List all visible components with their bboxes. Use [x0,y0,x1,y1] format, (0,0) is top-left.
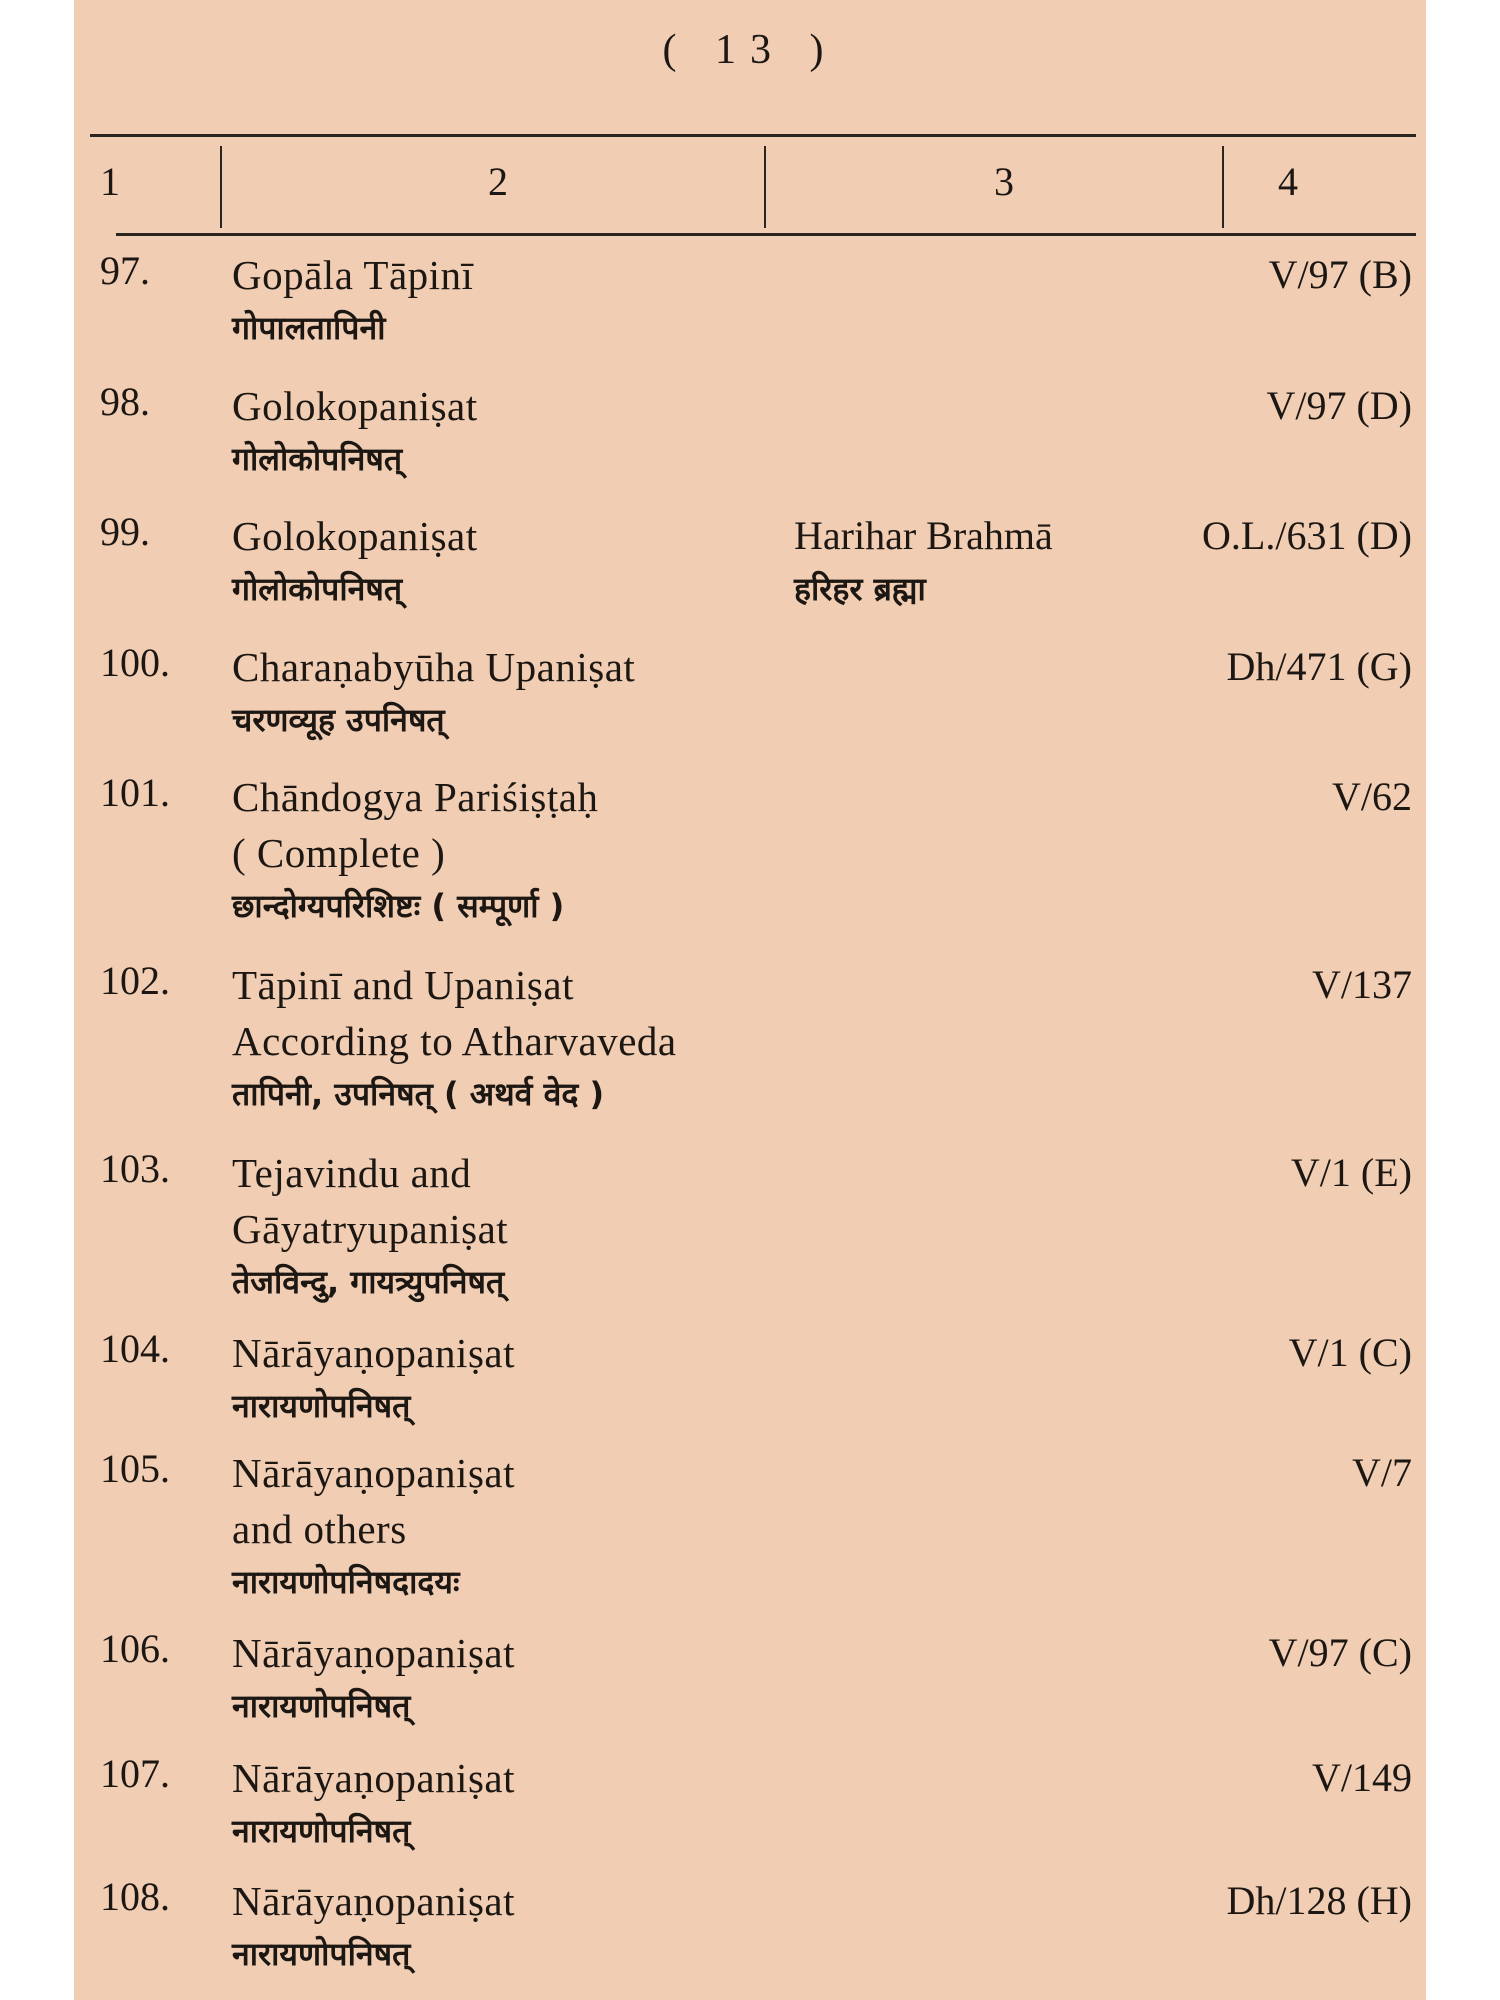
entry-title-block [232,1873,515,1979]
entry-number: 104. [100,1326,170,1371]
entry-author-devanagari: हरिहर ब्रह्मा [794,570,926,608]
entry-title-line: Nārāyaṇopaniṣat [232,1878,515,1924]
entry-reference: V/62 [1332,774,1412,819]
entry-title-block [232,769,598,931]
entry-reference: O.L./631 (D) [1202,513,1412,558]
table-header-rule [116,233,1416,236]
entry-title-block [232,1325,515,1431]
entry-title-line: Charaṇabyūha Upaniṣat [232,644,636,690]
entry-title-block [232,1145,508,1307]
entry-number: 98. [100,379,150,424]
entry-reference: V/1 (E) [1290,1150,1412,1195]
entry-number: 103. [100,1146,170,1191]
entry-title-line: Nārāyaṇopaniṣat [232,1630,515,1676]
column-header-reference: 4 [1278,159,1298,204]
entry-author: Harihar Brahmā [794,513,1053,558]
entry-title-line: Golokopaniṣat [232,513,478,559]
entry-reference: V/97 (B) [1268,252,1412,297]
entry-title-devanagari: गोपालतापिनी [232,309,386,347]
entry-title-line: According to Atharvaveda [232,1018,677,1064]
entry-title-line: Golokopaniṣat [232,383,478,429]
entry-number: 97. [100,248,150,293]
entry-author-block [794,508,1053,614]
column-header-author: 3 [994,159,1014,204]
column-header-title: 2 [488,159,508,204]
entry-number: 107. [100,1751,170,1796]
entry-title-devanagari: नारायणोपनिषत् [232,1687,411,1725]
entry-number: 108. [100,1874,170,1919]
entry-reference: Dh/471 (G) [1226,644,1412,689]
entry-title-block [232,1445,515,1607]
entry-title-line: Gopāla Tāpinī [232,252,474,298]
entry-number: 100. [100,640,170,685]
entry-title-block [232,378,478,484]
entry-reference: V/7 [1352,1450,1412,1495]
entry-title-line: Nārāyaṇopaniṣat [232,1330,515,1376]
entry-reference: V/97 (D) [1266,383,1412,428]
entry-title-line: Gāyatryupaniṣat [232,1206,509,1252]
entry-number: 102. [100,958,170,1003]
entry-title-line: and others [232,1506,407,1552]
column-divider [764,146,766,228]
entry-title-line: Tejavindu and [232,1150,472,1196]
entry-title-block [232,247,473,353]
entry-title-devanagari: गोलोकोपनिषत् [232,570,403,608]
column-header-serial: 1 [100,159,120,204]
entry-title-devanagari: नारायणोपनिषत् [232,1935,411,1973]
entry-number: 101. [100,770,170,815]
entry-title-block [232,639,635,745]
entry-number: 106. [100,1626,170,1671]
entry-reference: V/149 [1312,1755,1412,1800]
entry-title-devanagari: तेजविन्दु, गायत्र्युपनिषत् [232,1263,505,1301]
entry-title-devanagari: चरणव्यूह उपनिषत् [232,701,445,739]
entry-title-block [232,508,478,614]
entry-title-line: Tāpinī and Upaniṣat [232,962,574,1008]
entry-number: 99. [100,509,150,554]
entry-title-line: Chāndogya Pariśiṣṭaḥ [232,774,599,820]
entry-title-line: Nārāyaṇopaniṣat [232,1755,515,1801]
catalogue-page [74,0,1426,2000]
entry-title-block [232,1750,515,1856]
table-top-rule [90,134,1416,137]
entry-reference: V/97 (C) [1268,1630,1412,1675]
column-divider [1222,146,1224,228]
entry-title-devanagari: तापिनी, उपनिषत् ( अथर्व वेद ) [232,1075,605,1113]
entry-title-line: Nārāyaṇopaniṣat [232,1450,515,1496]
entry-title-devanagari: नारायणोपनिषत् [232,1387,411,1425]
entry-title-devanagari: नारायणोपनिषत् [232,1812,411,1850]
page-number: ( 13 ) [662,27,838,73]
entry-title-line: ( Complete ) [232,830,446,876]
column-divider [220,146,222,228]
entry-title-devanagari: नारायणोपनिषदादयः [232,1563,460,1601]
entry-title-block [232,1625,515,1731]
entry-title-devanagari: गोलोकोपनिषत् [232,440,403,478]
entry-reference: V/137 [1312,962,1412,1007]
entry-reference: V/1 (C) [1288,1330,1412,1375]
entry-title-devanagari: छान्दोग्यपरिशिष्टः ( सम्पूर्णा ) [232,887,565,925]
entry-number: 105. [100,1446,170,1491]
entry-reference: Dh/128 (H) [1226,1878,1412,1923]
entry-title-block [232,957,677,1119]
